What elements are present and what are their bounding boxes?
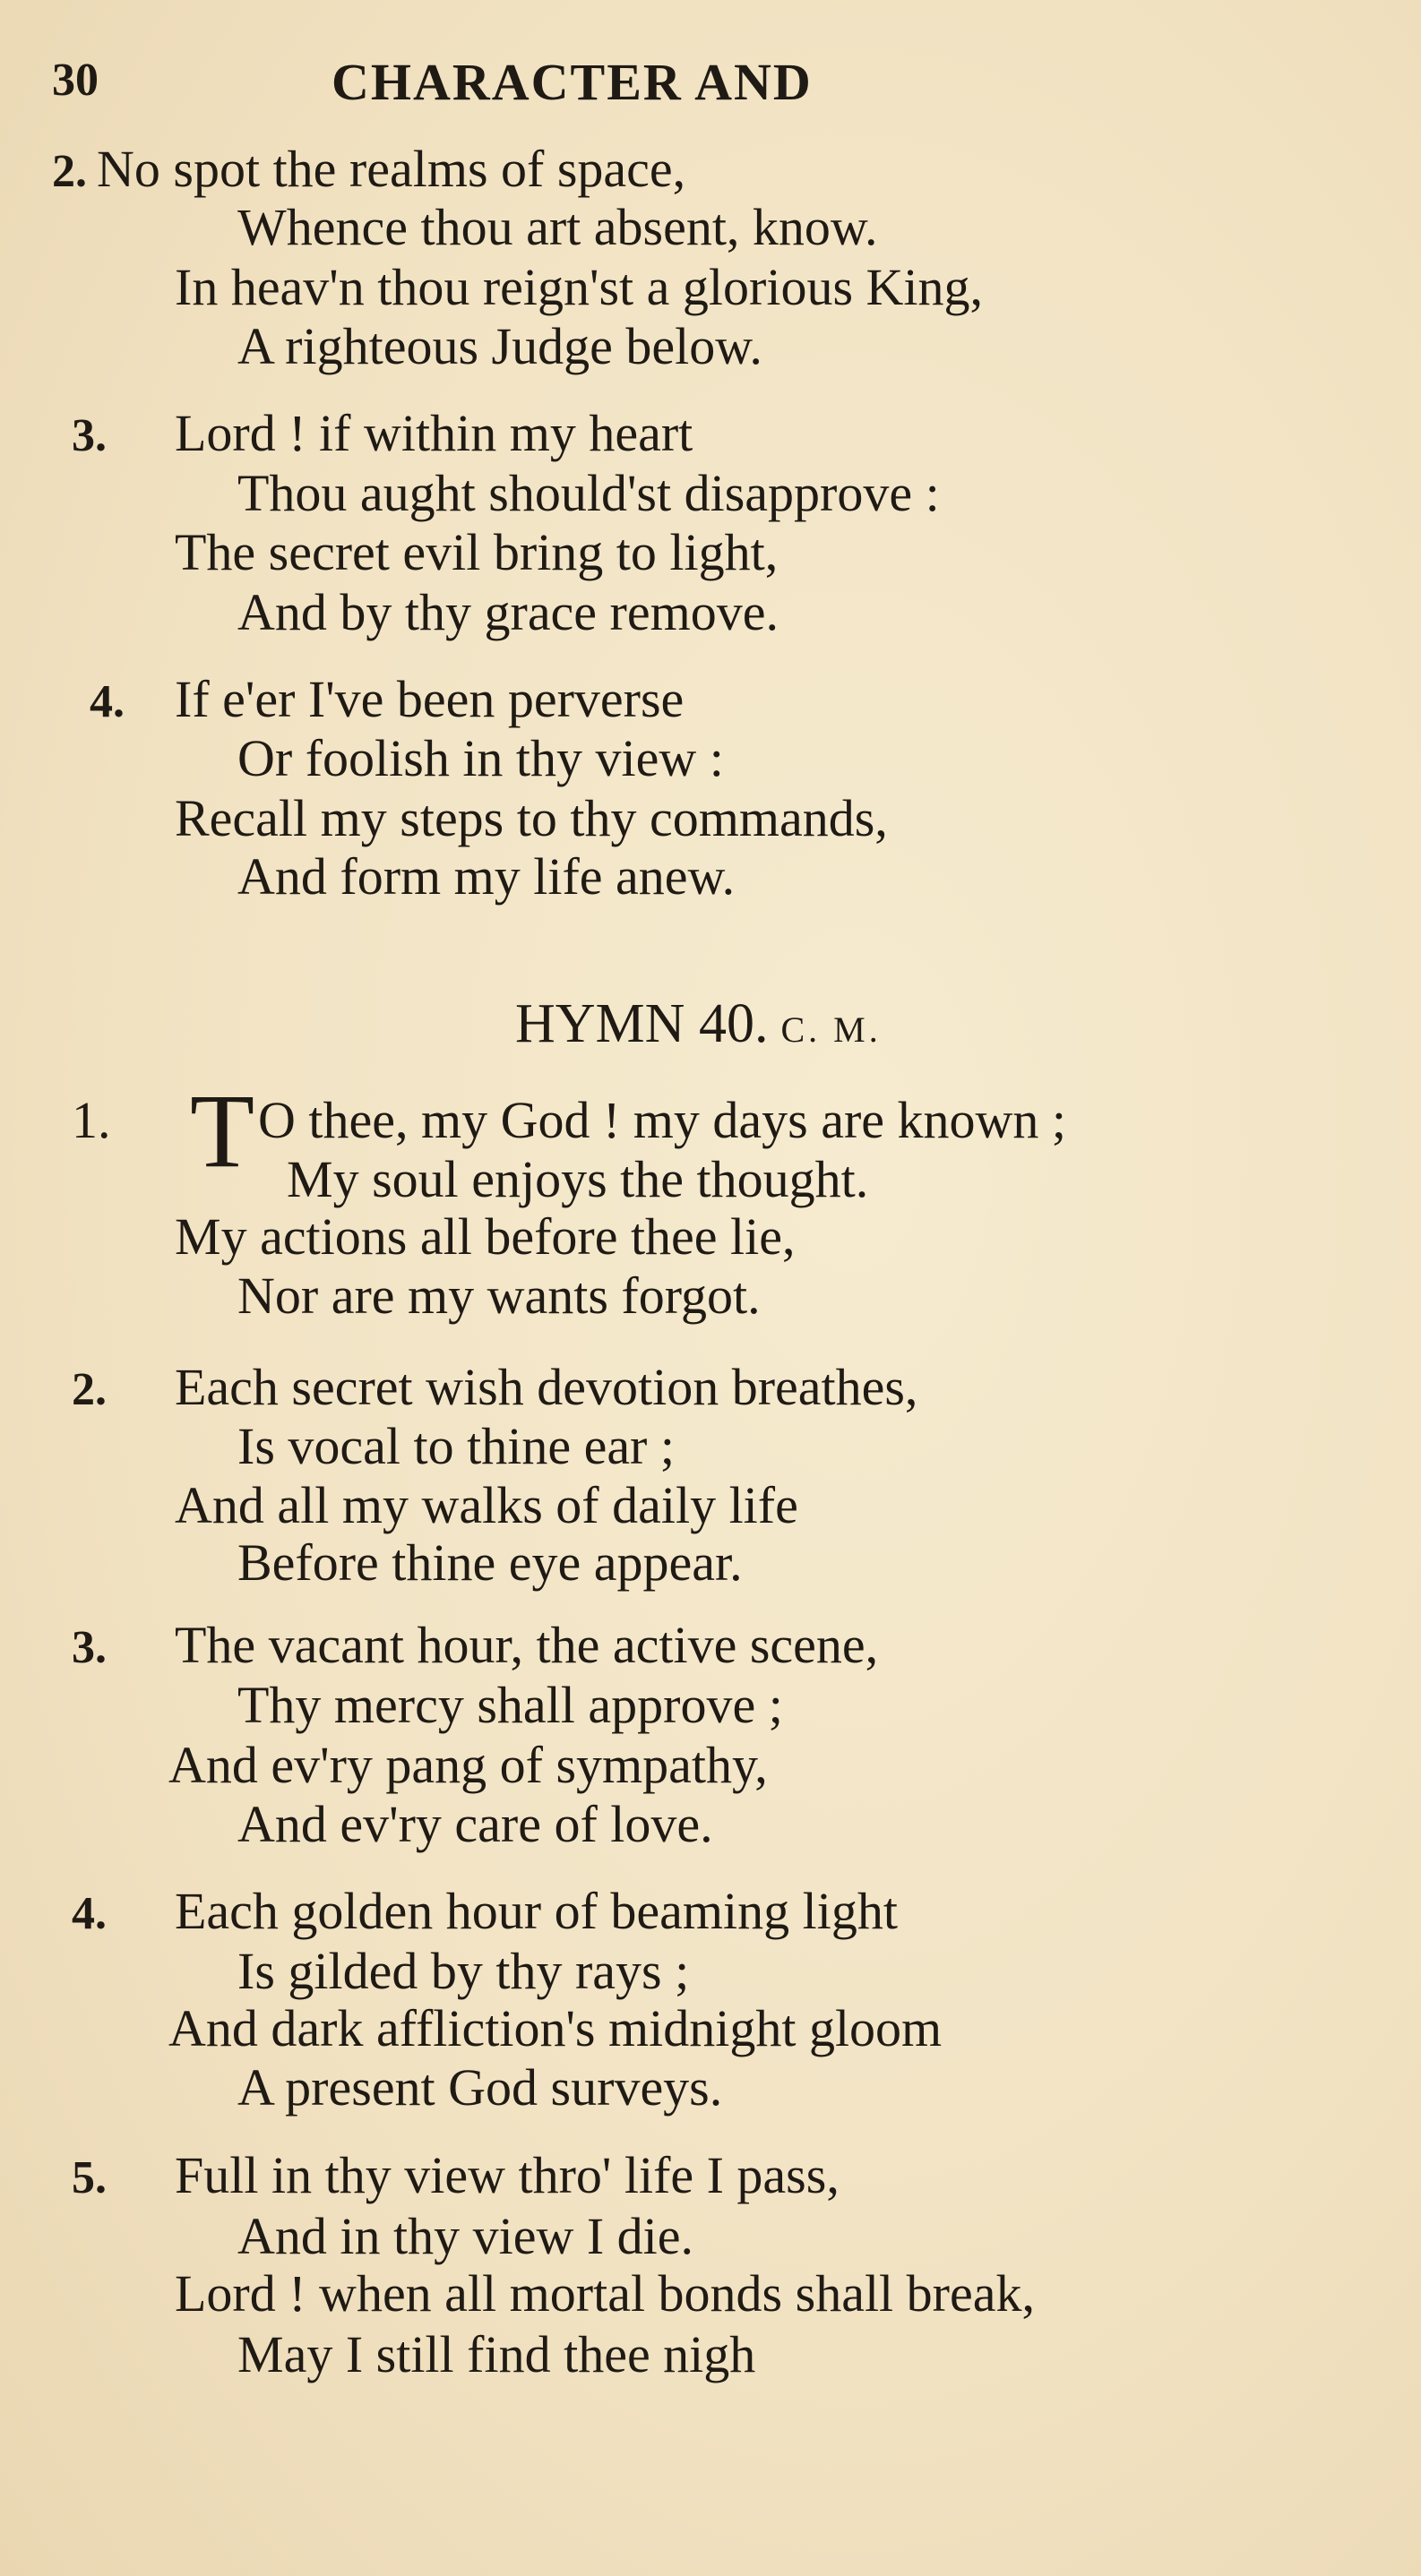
hymn-meter: C. M.	[780, 1009, 882, 1050]
stanza-number: 4.	[72, 1888, 107, 1939]
stanza-line: A righteous Judge below.	[237, 317, 762, 375]
stanza-line: 4. If e'er I've been perverse	[90, 670, 685, 728]
stanza-line: The secret evil bring to light,	[175, 523, 779, 581]
stanza-line: My soul enjoys the thought.	[287, 1150, 869, 1208]
stanza-line: 5. Full in thy view thro' life I pass,	[72, 2146, 840, 2204]
stanza-number: 3.	[72, 1622, 107, 1673]
stanza-line: Recall my steps to thy commands,	[175, 789, 888, 847]
stanza-line: And ev'ry pang of sympathy,	[168, 1736, 768, 1794]
stanza-line: And form my life anew.	[237, 847, 736, 906]
stanza-line: Nor are my wants forgot.	[237, 1267, 761, 1325]
stanza-number: 1.	[72, 1091, 111, 1149]
stanza-line: A present God surveys.	[237, 2058, 723, 2117]
stanza-number: 2.	[72, 1364, 107, 1415]
stanza-line: Lord ! when all mortal bonds shall break,	[175, 2264, 1035, 2323]
stanza-line: My actions all before thee lie,	[175, 1207, 796, 1266]
stanza-line: Thou aught should'st disapprove :	[237, 464, 940, 522]
stanza-number: 4.	[90, 676, 125, 727]
page-number: 30	[52, 55, 99, 106]
stanza-line: 2. Each secret wish devotion breathes,	[72, 1358, 918, 1416]
stanza-number: 5.	[72, 2152, 107, 2203]
stanza-line: In heav'n thou reign'st a glorious King,	[175, 258, 984, 316]
stanza-line: And by thy grace remove.	[237, 583, 779, 641]
stanza-line: Before thine eye appear.	[237, 1533, 743, 1592]
stanza-line: Is gilded by thy rays ;	[237, 1942, 690, 2000]
stanza-number: 3.	[72, 410, 107, 461]
running-head: CHARACTER AND	[332, 53, 813, 111]
stanza-line: 3. The vacant hour, the active scene,	[72, 1616, 879, 1674]
stanza-line: Thy mercy shall approve ;	[237, 1676, 783, 1734]
stanza-number: 2.	[52, 146, 87, 197]
stanza-line: Or foolish in thy view :	[237, 729, 724, 787]
page-header	[0, 52, 1421, 115]
stanza-line: May I still find thee nigh	[237, 2325, 756, 2383]
stanza-line: And ev'ry care of love.	[237, 1795, 713, 1853]
stanza-line: Is vocal to thine ear ;	[237, 1417, 675, 1475]
stanza-line: 3. Lord ! if within my heart	[72, 404, 693, 462]
drop-cap: T	[190, 1072, 255, 1189]
stanza-line: And in thy view I die.	[237, 2207, 694, 2265]
stanza-line: O thee, my God ! my days are known ;	[258, 1091, 1067, 1149]
stanza-line: And dark affliction's midnight gloom	[168, 1999, 943, 2057]
stanza-line: And all my walks of daily life	[175, 1476, 798, 1534]
stanza-line: Whence thou art absent, know.	[237, 198, 878, 256]
stanza-line: 2. No spot the realms of space,	[52, 140, 686, 198]
stanza-line: 4. Each golden hour of beaming light	[72, 1882, 898, 1940]
hymn-title: HYMN 40. C. M.	[515, 993, 882, 1054]
